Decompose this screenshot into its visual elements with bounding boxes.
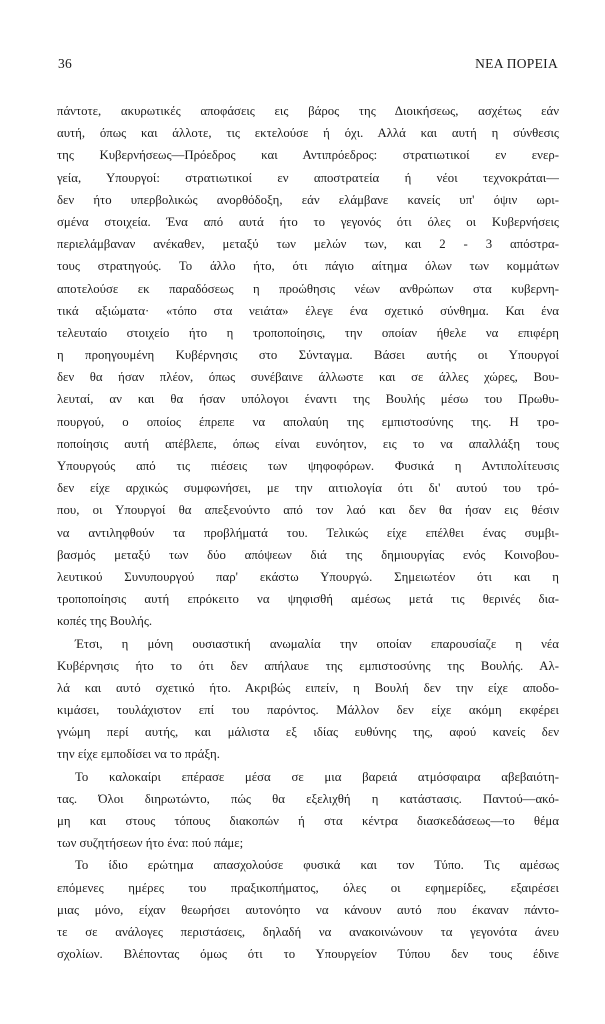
text-line: Υπουργούς από τις πιέσεις των ψηφοφόρων. Φυσικά η Αντιπολίτευσις xyxy=(57,459,559,473)
text-line: γνώμη περί αυτής, και μάλιστα εξ ιδίας ευθύνης της, αφού κανείς δεν xyxy=(57,725,559,740)
paragraph-start-line: Το καλοκαίρι επέρασε μέσα σε μια βαρειά ατμόσφαιρα αβεβαιότη- xyxy=(75,769,559,784)
text-line: τελευταίο στοιχείο ήτο η τροποποίησις, την οποίαν ήθελε να επιφέρη xyxy=(57,325,559,340)
text-line: τροποποίησις αυτή επρόκειτο να ψηφισθή αμέσως μετά τις θερινές δια- xyxy=(57,592,559,607)
text-line: κιμάσει, τουλάχιστον επί του παρόντος. Μάλλον δεν είχε ακόμη εκφέρει xyxy=(57,703,559,718)
text-line: που, οι Υπουργοί θα απεξενούντο από τον λαό και δεν θα ήσαν εις θέσιν xyxy=(57,503,559,518)
text-line: βασμός μεταξύ των δύο απόψεων διά της δημιουργίας ενός Κοινοβου- xyxy=(57,547,559,562)
text-line: τε σε ανάλογες περιστάσεις, δηλαδή να ανακοινώνουν τα γεγονότα άνευ xyxy=(57,924,559,939)
paragraph-end-line: την είχε εμποδίσει να το πράξη. xyxy=(57,747,220,762)
text-line: δεν είχε αρχικώς συμφωνήσει, με την αιτιολογία ότι δι' αυτού του τρό- xyxy=(57,481,559,496)
text-line: μιας μόνο, είχαν θεωρήσει αυτονόητο να κάνουν αυτό που έκαναν πάντο- xyxy=(57,902,559,917)
text-line: σχολίων. Βλέποντας όμως ότι το Υπουργείον Τύπου δεν τους έδινε xyxy=(57,947,559,962)
text-line: περιελάμβαναν ανέκαθεν, μεταξύ των μελών των, και 2 - 3 απόστρα- xyxy=(57,237,559,252)
text-line: πάντοτε, ακυρωτικές αποφάσεις εις βάρος της Διοικήσεως, ασχέτως εάν xyxy=(57,104,559,118)
text-line: τας. Όλοι διηρωτώντο, πώς θα εξελιχθή η κατάστασις. Παντού—ακό- xyxy=(57,791,559,806)
text-line: σμένα στοιχεία. Ένα από αυτά ήτο το γεγονός ότι όλες οι Κυβερνήσεις xyxy=(57,214,559,229)
text-line: η προηγουμένη Κυβέρνησις στο Σύνταγμα. Βάσει αυτής οι Υπουργοί xyxy=(57,348,559,363)
text-line: τικά αξιώματα· «τόπο στα νειάτα» έλεγε ένα σχετικό σύνθημα. Και ένα xyxy=(57,303,559,318)
text-line: Κυβέρνησις ήτο το ότι δεν απήλαυε της εμπιστοσύνης της Βουλής. Αλ- xyxy=(57,658,559,673)
text-line: αυτή, όπως και άλλοτε, τις εκτελούσε ή όχι. Αλλά και αυτή η σύνθεσις xyxy=(57,126,559,141)
text-line: τους στρατηγούς. Το άλλο ήτο, ότι πάγιο αίτημα όλων των κομμάτων xyxy=(57,259,559,274)
text-line: λευτικού Συνυπουργού παρ' εκάστω Υπουργώ. Σημειωτέον ότι και η xyxy=(57,569,559,584)
paragraph-start-line: Το ίδιο ερώτημα απασχολούσε φυσικά και τον Τύπο. Τις αμέσως xyxy=(75,858,559,873)
text-line: πουργού, ο οποίος έπρεπε να απολαύη της εμπιστοσύνης της. Η τρο- xyxy=(57,414,559,429)
running-head xyxy=(58,56,558,76)
text-line: δεν ήτο υπερβολικώς ανορθόδοξη, εάν ελάμβανε κανείς υπ' όψιν ωρι- xyxy=(57,192,559,207)
body-text xyxy=(57,100,559,965)
text-line: αποτελούσε εκ παραδόσεως η προώθησις νέων ανθρώπων στα κυβερνη- xyxy=(57,281,559,296)
paragraph-end-line: των συζητήσεων ήτο ένα: πού πάμε; xyxy=(57,836,244,851)
text-line: να αντιληφθούν τα προβλήματά του. Τελικώς είχε επέλθει ένας συμβι- xyxy=(57,525,559,540)
text-line: λά και αυτό σχετικό ήτο. Ακριβώς ειπείν, η Βουλή δεν την είχε αποδο- xyxy=(57,680,559,695)
text-line: της Κυβερνήσεως—Πρόεδρος και Αντιπρόεδρος: στρατιωτικοί εν ενερ- xyxy=(57,148,559,163)
text-line: γεία, Υπουργοί: στρατιωτικοί εν αποστρατεία ή νέοι τεχνοκράται— xyxy=(57,170,559,185)
text-line: μη και στους τόπους διακοπών ή στα κέντρα διασκεδάσεως—το θέμα xyxy=(57,814,559,828)
text-line: λευταί, αν και θα ήσαν υπόλογοι έναντι της Βουλής μέσω του Πρωθυ- xyxy=(57,392,559,407)
running-title: ΝΕΑ ΠΟΡΕΙΑ xyxy=(475,56,558,71)
text-line: ποποίησις αυτή απέβλεπε, όπως είναι ευνόητον, εις το να απαλλάξη τους xyxy=(57,436,559,451)
paragraph-start-line: Έτσι, η μόνη ουσιαστική ανωμαλία την οποίαν επαρουσίαζε η νέα xyxy=(75,636,559,651)
paragraph-end-line: κοπές της Βουλής. xyxy=(57,614,153,629)
text-line: επόμενες ημέρες του πραξικοπήματος, όλες οι εφημερίδες, εξαιρέσει xyxy=(57,880,559,895)
page-number: 36 xyxy=(58,56,73,71)
text-line: δεν θα ήσαν πλέον, όπως συνέβαινε άλλωστε και σε άλλες χώρες, Βου- xyxy=(57,370,559,385)
